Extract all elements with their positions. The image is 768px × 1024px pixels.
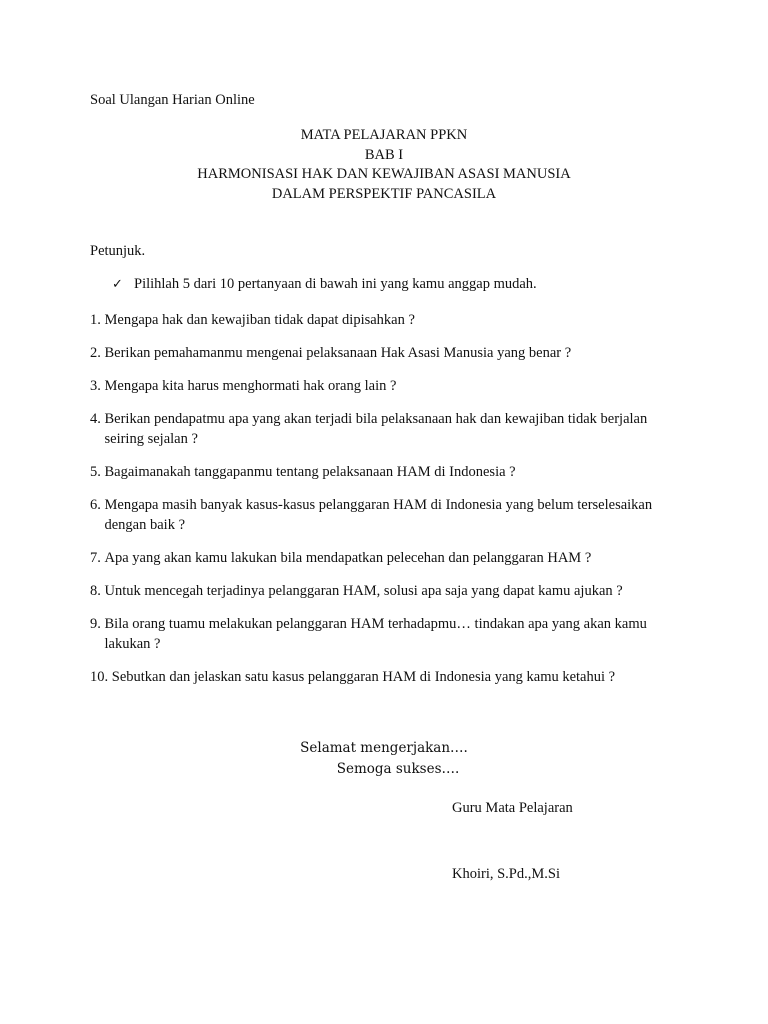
question-item xyxy=(90,548,690,568)
question-item xyxy=(90,581,690,601)
closing-line-2: Semoga sukses…. xyxy=(336,761,460,777)
question-item xyxy=(90,462,690,482)
question-item xyxy=(90,409,690,449)
question-text: Mengapa kita harus menghormati hak orang lain ? xyxy=(104,378,397,394)
question-text: Bagaimanakah tanggapanmu tentang pelaksanaan HAM di Indonesia ? xyxy=(104,464,516,480)
question-item xyxy=(90,667,690,687)
question-item xyxy=(90,376,690,396)
question-item xyxy=(90,495,690,535)
signature-name: Khoiri, S.Pd.,M.Si xyxy=(452,866,560,882)
signature-role: Guru Mata Pelajaran xyxy=(452,800,573,816)
instruction-text: Pilihlah 5 dari 10 pertanyaan di bawah ini yang kamu anggap mudah. xyxy=(134,276,537,292)
question-item xyxy=(90,343,690,363)
title-block xyxy=(0,126,768,204)
question-text: Mengapa hak dan kewajiban tidak dapat dipisahkan ? xyxy=(104,312,415,328)
checkmark-icon: ✓ xyxy=(112,277,123,292)
question-item xyxy=(90,310,690,330)
topic-title-line-1: HARMONISASI HAK DAN KEWAJIBAN ASASI MANUSIA xyxy=(197,166,571,182)
closing-message xyxy=(0,738,768,780)
chapter-title: BAB I xyxy=(364,146,404,163)
question-number: 3. xyxy=(90,378,105,394)
question-text: Berikan pendapatmu apa yang akan terjadi bila pelaksanaan hak dan kewajiban tidak berjalan seiring sejalan ? xyxy=(104,411,648,447)
question-number: 6. xyxy=(90,497,105,513)
instruction-item xyxy=(112,276,537,293)
question-text: Mengapa masih banyak kasus-kasus pelanggaran HAM di Indonesia yang belum terselesaikan dengan baik ? xyxy=(104,497,653,533)
question-item xyxy=(90,614,690,654)
question-text: Bila orang tuamu melakukan pelanggaran HAM terhadapmu… tindakan apa yang akan kamu lakukan ? xyxy=(104,616,647,652)
question-number: 1. xyxy=(90,312,105,328)
question-number: 9. xyxy=(90,616,105,632)
instructions-label: Petunjuk. xyxy=(90,243,146,259)
question-text: Untuk mencegah terjadinya pelanggaran HAM, solusi apa saja yang dapat kamu ajukan ? xyxy=(104,583,623,599)
question-number: 5. xyxy=(90,464,105,480)
question-number: 7. xyxy=(90,550,105,566)
subject-title: MATA PELAJARAN PPKN xyxy=(300,127,468,143)
document-label: Soal Ulangan Harian Online xyxy=(90,92,255,108)
question-number: 2. xyxy=(90,345,105,361)
question-number: 4. xyxy=(90,411,105,427)
question-text: Sebutkan dan jelaskan satu kasus pelanggaran HAM di Indonesia yang kamu ketahui ? xyxy=(111,669,616,685)
topic-title-line-2: DALAM PERSPEKTIF PANCASILA xyxy=(271,185,497,202)
question-number: 10. xyxy=(90,669,112,685)
closing-line-1: Selamat mengerjakan…. xyxy=(300,740,468,756)
question-list xyxy=(90,310,690,687)
question-number: 8. xyxy=(90,583,105,599)
question-text: Berikan pemahamanmu mengenai pelaksanaan Hak Asasi Manusia yang benar ? xyxy=(104,345,572,361)
question-text: Apa yang akan kamu lakukan bila mendapatkan pelecehan dan pelanggaran HAM ? xyxy=(104,550,592,566)
